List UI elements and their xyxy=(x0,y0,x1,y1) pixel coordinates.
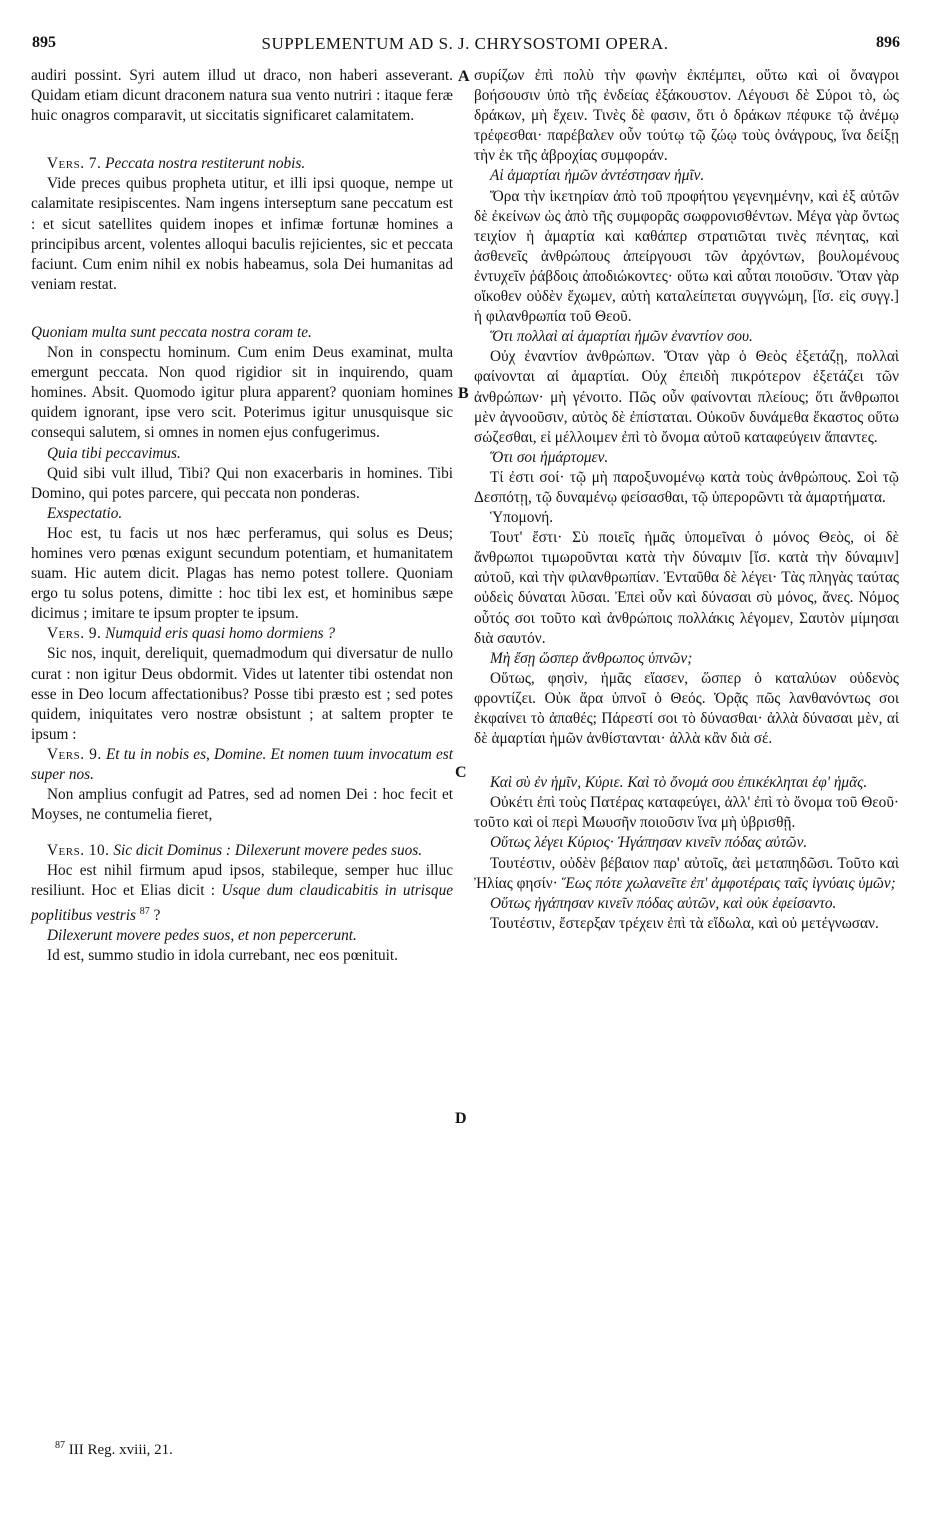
latin-paragraph: Non in conspectu hominum. Cum enim Deus examinat, multa emergunt peccata. Non quod rigidior sit in inquirendo, quam homines. Absit. Quomodo igitur plura apparent? quoniam homines quidem ignorant, ipse vero scit. Poterimus igitur unusquisque sic consequi salutem, si omnes in nomen ejus confugerimus. xyxy=(31,344,453,442)
greek-lemma: Ὅτι σοι ἡμάρτομεν. xyxy=(490,448,609,466)
greek-paragraph: Τουτέστιν, ἔστερξαν τρέχειν ἐπὶ τὰ εἴδωλα, καὶ οὐ μετέγνωσαν. xyxy=(490,914,879,932)
section-marker-a: A xyxy=(458,68,470,85)
verse-heading xyxy=(31,745,453,785)
footnote-mark: 87 xyxy=(55,1440,65,1451)
greek-paragraph: Τουτ' ἔστι· Σὺ ποιεῖς ἡμᾶς ὑπομεῖναι ὁ μόνος Θεὸς, οἱ δὲ ἄνθρωποι τιμωροῦνται κατὰ τὴν δύναμιν [ἴσ. κατὰ τὴν δύναμιν] αὐτοῦ, καὶ τὴν φιλανθρωπίαν. Ἐνταῦθα δὲ λέγει· Τὰς πληγὰς ταύτας οὐδεὶς δύναται λῦσαι. Ἐπεὶ οὖν καὶ δύνασαι σὺ μόνος, ἄνες. Νόμος οὗτός σοι τοῦτο καὶ ἀνθρώποις πολλάκις λέγομεν, Σαυτὸν μίμησαι διὰ σαυτόν. xyxy=(474,529,899,647)
verse-text: Et tu in nobis es, Domine. Et nomen tuum invocatum est super nos. xyxy=(31,745,453,783)
latin-paragraph: audiri possint. Syri autem illud ut draco, non haberi asseverant. Quidam etiam dicunt draconem natura sua vento nutriri : itaque feræ huic onagros comparavit, ut siccitatis significaret calamitatem. xyxy=(31,67,453,125)
greek-paragraph: Οὐχ ἐναντίον ἀνθρώπων. Ὅταν γὰρ ὁ Θεὸς ἐξετάζῃ, πολλαὶ φαίνονται αἱ ἁμαρτίαι. Οὐχ ἐπειδὴ πικρότερον ἐξετάζει τῶν ἀνθρώπων· μὴ γένοιτο. Πῶς οὖν φαίνονται πλείους; ὅτι ἄνθρωποι μὲν ἀγνοοῦσιν, αὐτὸς δὲ ἐπίσταται. Οὐκοῦν δυνάμεθα ἕκαστος οὕτω σώζεσθαι, εἰ μέλλοιμεν ἐπὶ τὸ ὄνομα αὐτοῦ καταφεύγειν ἅπαντες. xyxy=(474,348,899,446)
verse-text: Sic dicit Dominus : Dilexerunt movere pedes suos. xyxy=(113,842,423,860)
paragraph-text: Τουτέστιν, οὐδὲν βέβαιον παρ' αὐτοῖς, ἀεὶ μεταπηδῶσι. Τοῦτο καὶ Ἠλίας φησίν· xyxy=(474,854,899,892)
section-marker-b: B xyxy=(458,385,469,402)
verse-text: Peccata nostra restiterunt nobis. xyxy=(105,155,306,173)
latin-column xyxy=(31,66,453,966)
running-header xyxy=(30,34,900,58)
greek-paragraph: Οὐκέτι ἐπὶ τοὺς Πατέρας καταφεύγει, ἀλλ' ἐπὶ τὸ ὄνομα τοῦ Θεοῦ· τοῦτο καὶ οἱ περὶ Μωυσῆν ποιοῦσιν ἵνα μὴ ὑβρισθῇ. xyxy=(474,794,899,832)
scripture-quote: Usque dum claudicabitis in utrisque poplitibus vestris xyxy=(31,882,454,924)
scripture-quote: Ἕως πότε χωλανεῖτε ἐπ' ἀμφοτέραις ταῖς ἰγνύαις ὑμῶν; xyxy=(561,874,896,892)
running-title: SUPPLEMENTUM AD S. J. CHRYSOSTOMI OPERA. xyxy=(261,34,669,53)
greek-lemma: Οὕτως λέγει Κύριος· Ἠγάπησαν κινεῖν πόδας αὐτῶν. xyxy=(490,834,808,852)
greek-paragraph: συρίζων ἐπὶ πολὺ τὴν φωνὴν ἐκπέμπει, οὕτω καὶ οἱ ὄναγροι βοήσουσιν ὑπὸ τῆς ἐνδείας ἐξάκουστον. Λέγουσι δὲ Σύροι τὸ, ὡς δράκων, μὴ ἔχειν. Τινὲς δὲ φασιν, ὅτι ὁ δράκων πέφυκε τῷ ἀνέμῳ τρέφεσθαι· παρέβαλεν οὖν τούτῳ τῷ ζώῳ τοὺς ὀνάγρους, ἵνα δείξῃ τὴν ἐκ τῆς ἀβροχίας συμφοράν. xyxy=(474,67,899,165)
lemma: Dilexerunt movere pedes suos, et non pepercerunt. xyxy=(47,926,357,944)
verse-ref: Vers. 10. xyxy=(47,842,110,860)
verse-heading xyxy=(31,624,453,644)
greek-lemma: Καὶ σὺ ἐν ἡμῖν, Κύριε. Καὶ τὸ ὄνομά σου ἐπικέκληται ἐφ' ἡμᾶς. xyxy=(490,774,868,792)
latin-paragraph: Hoc est, tu facis ut nos hæc perferamus, qui solus es Deus; homines vero pœnas exigunt secundum potentiam, et humanitatem suam. Hic autem dicit. Plagas has nemo potest tollere. Quoniam ergo tu solus potens, dimitte : hoc tibi lex est, et hominibus sæpe dicimus ; imitare te ipsum propter te ipsum. xyxy=(31,524,453,623)
footnote-text: III Reg. xviii, 21. xyxy=(68,1442,173,1458)
footnote-ref: 87 xyxy=(139,905,150,917)
page-number-left: 895 xyxy=(32,34,56,51)
verse-heading xyxy=(31,841,453,861)
greek-paragraph xyxy=(474,854,899,894)
greek-lemma: Μὴ ἔσῃ ὥσπερ ἄνθρωπος ὑπνῶν; xyxy=(490,649,693,667)
greek-lemma: Ὑπομονή. xyxy=(490,509,554,527)
page-number-right: 896 xyxy=(876,34,900,51)
greek-paragraph: Ὅρα τὴν ἱκετηρίαν ἀπὸ τοῦ προφήτου γεγενημένην, καὶ ἐξ αὐτῶν δὲ ἐκείνων ὡς ἀπὸ τῆς συμφορᾶς σωφρονισθέντων. Μέγα γὰρ ὄντως τειχίον ἡ ἁμαρτία καὶ καθάπερ στρατιῶται τινὲς πένητας, καὶ ἀσθενεῖς ἀνθρώπους ἀπείργουσι τῶν ἀρχόντων, βουλομένους ἐντυχεῖν ῥάβδοις ἀποδιώκοντες· οὕτω καὶ αὗται ποιοῦσιν. Ὅταν γὰρ οἴκοθεν οὐδὲν ἔχωμεν, αὐτὴ καταλείπεται συγγνώμη, [ἴσ. εἰς συγγ.] ἡ φιλανθρωπία τοῦ Θεοῦ. xyxy=(474,187,899,326)
greek-paragraph: Τί ἐστι σοί· τῷ μὴ παροξυνομένῳ κατὰ τοὺς ἀνθρώπους. Σοὶ τῷ Δεσπότῃ, τῷ δυναμένῳ φείσασθαι, τῷ ὑπερορῶντι τὰ ἁμαρτήματα. xyxy=(474,468,899,506)
greek-lemma: Οὕτως ἠγάπησαν κινεῖν πόδας αὐτῶν, καὶ οὐκ ἐφείσαντο. xyxy=(490,894,837,912)
verse-heading xyxy=(31,154,453,174)
verse-ref: Vers. 9. xyxy=(47,625,102,643)
lemma: Quia tibi peccavimus. xyxy=(47,444,181,462)
verse-ref: Vers. 9. xyxy=(47,745,102,763)
greek-paragraph: Οὕτως, φησὶν, ἡμᾶς εἴασεν, ὥσπερ ὁ καταλύων οὐδενὸς φροντίζει. Οὐκ ἄρα ὑπνοῖ ὁ Θεός. Ὁρᾷς πῶς λανθανόντως σοι ἐκφαίνει τὸ ἀπαθές; Πάρεστί σοι τὸ δύνασθαι· ἀλλὰ δύνασαι μὲν, αἱ δὲ ἁμαρτίαι ἡμῶν ἀνθίστανται· ἀλλὰ κἂν διὰ σέ. xyxy=(474,669,899,748)
paragraph-tail: ? xyxy=(149,906,161,924)
latin-paragraph: Non amplius confugit ad Patres, sed ad nomen Dei : hoc fecit et Moyses, ne contumelia fieret, xyxy=(31,786,453,824)
verse-text: Numquid eris quasi homo dormiens ? xyxy=(105,625,336,643)
lemma: Exspectatio. xyxy=(47,504,123,522)
latin-paragraph: Id est, summo studio in idola currebant, nec eos pœnituit. xyxy=(47,946,398,964)
latin-paragraph xyxy=(31,861,453,925)
verse-ref: Vers. 7. xyxy=(47,155,102,173)
paragraph-text: Hoc est nihil firmum apud ipsos, stabileque, semper huc illuc resiliunt. Hoc et Elias dicit : xyxy=(31,862,453,900)
lemma: Quoniam multa sunt peccata nostra coram te. xyxy=(31,323,312,341)
greek-lemma: Ὅτι πολλαὶ αἱ ἁμαρτίαι ἡμῶν ἐναντίον σου. xyxy=(490,328,753,346)
footnote xyxy=(55,1440,173,1459)
section-marker-c: C xyxy=(455,764,467,781)
greek-column xyxy=(474,66,899,934)
latin-paragraph: Vide preces quibus propheta utitur, et illi ipsi quoque, nempe ut calamitate resipiscentes. Nam ingens interseptum sane peccatum est : et sicut satellites quidem inopes et infimæ fortunæ homines a principibus arcent, volentes alloqui baculis rejicientes, sic et peccata faciunt. Cum enim nihil ex nobis habeamus, sola Dei humanitas ad veniam restat. xyxy=(31,175,453,293)
section-marker-d: D xyxy=(455,1110,467,1127)
latin-paragraph: Quid sibi vult illud, Tibi? Qui non exacerbaris in homines. Tibi Domino, qui potes parcere, qui peccata non ponderas. xyxy=(31,464,453,502)
latin-paragraph: Sic nos, inquit, dereliquit, quemadmodum qui diversatur de nullo curat : non igitur Deus obdormit. Vides ut latenter tibi ostendat non esse in Deo locum affectationibus? Posse tibi præsto est ; sed potes quidem, iniquitates vero nostræ obsistunt ; at saltem propter te ipsum : xyxy=(31,645,453,743)
greek-lemma: Αἱ ἁμαρτίαι ἡμῶν ἀντέστησαν ἡμῖν. xyxy=(490,167,705,185)
